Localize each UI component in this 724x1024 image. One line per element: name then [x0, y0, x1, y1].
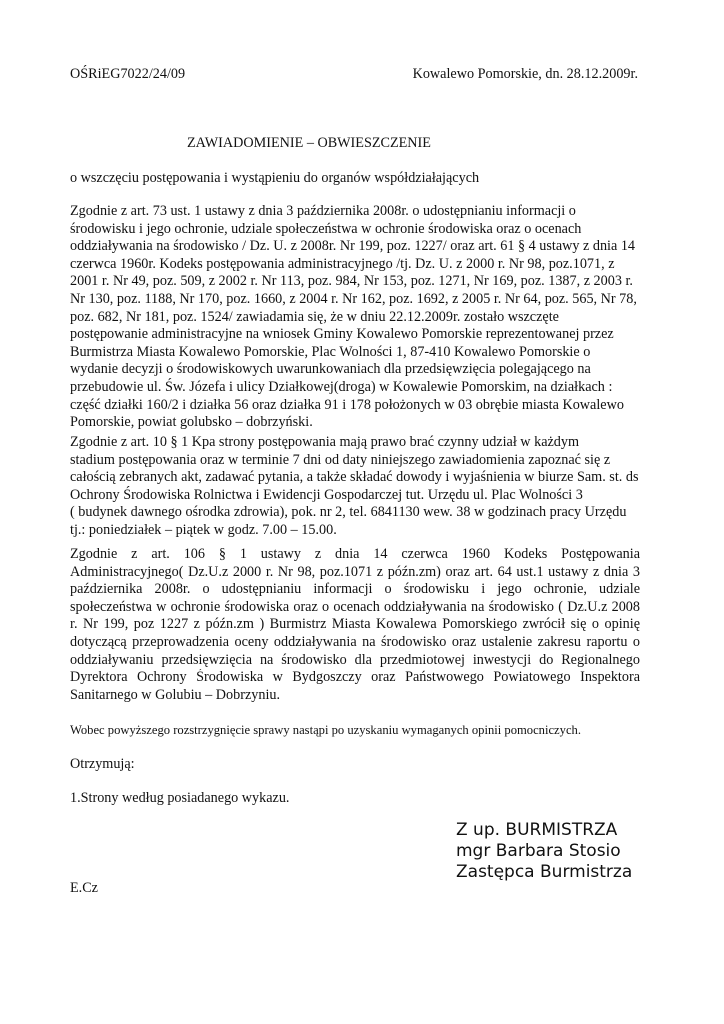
- paragraph-party-rights: [70, 434, 640, 540]
- document-title: ZAWIADOMIENIE – OBWIESZCZENIE: [187, 135, 431, 151]
- recipient-item: 1.Strony według posiadanego wykazu.: [70, 790, 290, 806]
- text-line: część działki 160/2 i działka 56 oraz działka 91 i 178 położonych w 03 obrębie miasta Kowalewo: [70, 396, 624, 413]
- author-initials: E.Cz: [70, 880, 98, 896]
- text-line: dotyczącą przeprowadzenia oceny oddziaływania na środowisko oraz ustalenie zakresu raportu o: [70, 633, 640, 650]
- text-line: czerwca 1960r. Kodeks postępowania administracyjnego /tj. Dz. U. z 2000 r. Nr 98, poz.1071, z: [70, 255, 615, 272]
- text-line: tj.: poniedziałek – piątek w godz. 7.00 – 15.00.: [70, 521, 337, 538]
- text-line: Zgodnie z art. 10 § 1 Kpa strony postępowania mają prawo brać czynny udział w każdym: [70, 434, 580, 450]
- text-line: postępowanie administracyjne na wniosek Gminy Kowalewo Pomorskie reprezentowanej przez: [70, 326, 614, 343]
- signature-name: mgr Barbara Stosio: [456, 841, 621, 861]
- signature-authority: Z up. BURMISTRZA: [456, 820, 618, 840]
- paragraph-opinion-request: [70, 546, 640, 704]
- text-line: oddziaływania na środowisko / Dz. U. z 2008r. Nr 199, poz. 1227/ oraz art. 61 § 4 ustawy z dnia 14: [70, 238, 636, 255]
- resolution-note: Wobec powyższego rozstrzygnięcie sprawy nastąpi po uzyskaniu wymaganych opinii pomocniczych.: [70, 723, 581, 737]
- reference-number: OŚRiEG7022/24/09: [70, 66, 186, 82]
- text-line: oddziaływaniu przedsięwzięcia na środowisko dla przedmiotowej inwestycji do Regionalnego: [70, 651, 640, 668]
- text-line: Sanitarnego w Golubiu – Dobrzyniu.: [70, 686, 281, 703]
- text-line: środowisku i jego ochronie, udziale społeczeństwa w ochronie środowiska oraz o ocenach: [70, 220, 582, 237]
- text-line: Ochrony Środowiska Rolnictwa i Ewidencji Gospodarczej tut. Urzędu ul. Plac Wolności 3: [70, 486, 583, 503]
- signature-position: Zastępca Burmistrza: [456, 862, 633, 882]
- text-line: Administracyjnego( Dz.U.z 2000 r. Nr 98, poz.1071 z późn.zm) oraz art. 64 ust.1 ustawy z dnia 3: [70, 563, 640, 580]
- text-line: Burmistrza Miasta Kowalewo Pomorskie, Plac Wolności 1, 87-410 Kowalewo Pomorskie o: [70, 343, 591, 360]
- text-line: r. Nr 199, poz 1227 z późn.zm ) Burmistrz Miasta Kowalewa Pomorskiego zwrócił się o opinię: [70, 616, 640, 633]
- document-subtitle: o wszczęciu postępowania i wystąpieniu do organów współdziałających: [70, 170, 480, 186]
- signature-block: [456, 820, 632, 883]
- recipients-label: Otrzymują:: [70, 756, 135, 772]
- text-line: 2001 r. Nr 49, poz. 509, z 2002 r. Nr 113, poz. 984, Nr 153, poz. 1271, Nr 169, poz. 1387, z 2003 r.: [70, 273, 633, 290]
- text-line: wydanie decyzji o środowiskowych uwarunkowaniach dla przedsięwzięcia polegającego na: [70, 361, 591, 378]
- text-line: października 2008r. o udostępnianiu informacji o środowisku i jego ochronie, udziale: [70, 581, 640, 598]
- text-line: stadium postępowania oraz w terminie 7 dni od daty niniejszego zawiadomienia zapoznać się z: [70, 451, 611, 468]
- text-line: Zgodnie z art. 106 § 1 ustawy z dnia 14 czerwca 1960 Kodeks Postępowania: [70, 546, 640, 562]
- paragraph-legal-basis: [70, 203, 640, 432]
- text-line: przebudowie ul. Św. Józefa i ulicy Działkowej(droga) w Kowalewie Pomorskim, na działkach :: [70, 378, 613, 395]
- text-line: całością zebranych akt, zadawać pytania, a także składać dowody i wyjaśnienia w biurze Sam. st. ds: [70, 469, 639, 486]
- text-line: Pomorskie, powiat golubsko – dobrzyński.: [70, 414, 313, 431]
- text-line: Zgodnie z art. 73 ust. 1 ustawy z dnia 3 października 2008r. o udostępnianiu informacji o: [70, 203, 576, 219]
- text-line: Nr 130, poz. 1188, Nr 170, poz. 1660, z 2004 r. Nr 162, poz. 1692, z 2005 r. Nr 64, poz. 565, Nr 78,: [70, 290, 637, 307]
- place-and-date: Kowalewo Pomorskie, dn. 28.12.2009r.: [412, 66, 638, 82]
- text-line: poz. 682, Nr 181, poz. 1524/ zawiadamia się, że w dniu 22.12.2009r. zostało wszczęte: [70, 308, 559, 325]
- text-line: społeczeństwa w ochronie środowiska oraz o ocenach oddziaływania na środowisko ( Dz.U.z 2008: [70, 598, 640, 615]
- text-line: Dyrektora Ochrony Środowiska w Bydgoszczy oraz Państwowego Powiatowego Inspektora: [70, 669, 640, 686]
- text-line: ( budynek dawnego ośrodka zdrowia), pok. nr 2, tel. 6841130 wew. 38 w godzinach pracy Urzędu: [70, 504, 627, 521]
